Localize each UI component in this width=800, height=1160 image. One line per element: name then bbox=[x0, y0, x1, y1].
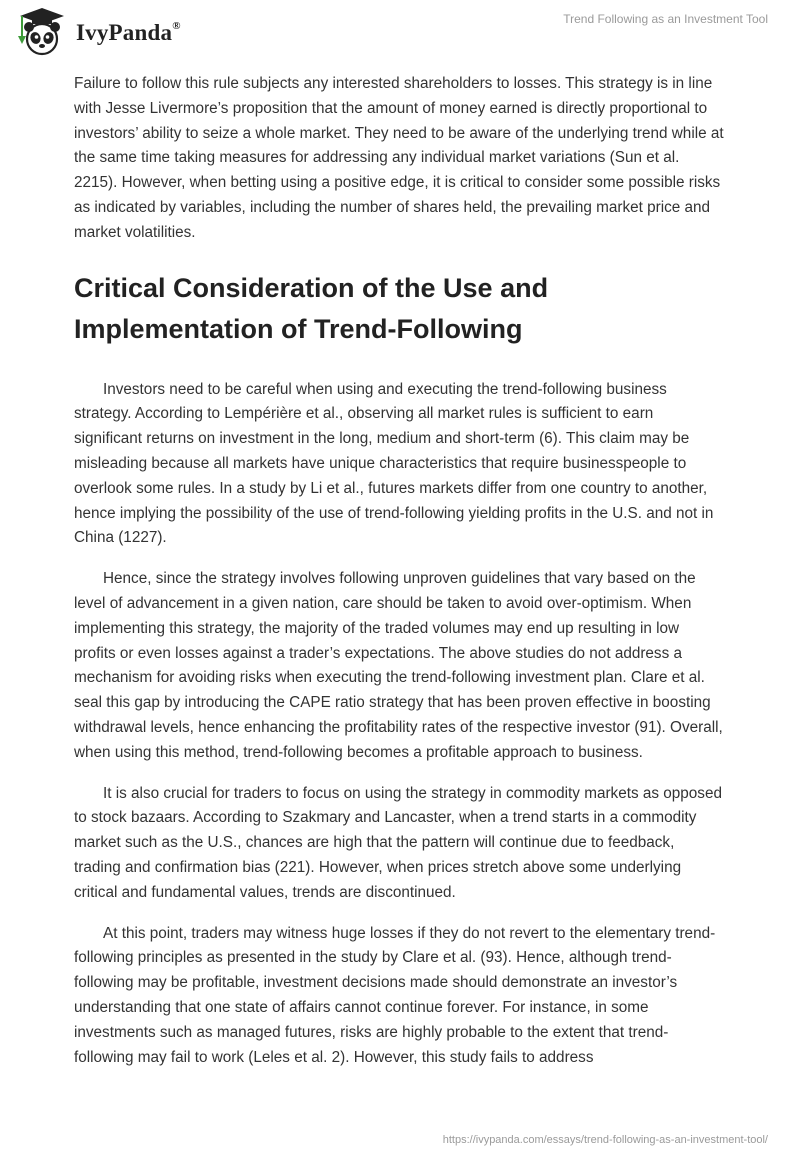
ivypanda-logo[interactable] bbox=[14, 6, 181, 58]
document-title: Trend Following as an Investment Tool bbox=[563, 12, 768, 26]
footer-url[interactable]: https://ivypanda.com/essays/trend-following-as-an-investment-tool/ bbox=[442, 1134, 768, 1146]
intro-paragraph: Failure to follow this rule subjects any interested shareholders to losses. This strategy is in line with Jesse Livermore’s proposition that the amount of money earned is directly proportional to investors’ ability to seize a whole market. They need to be aware of the underlying trend while at the same time taking measures for addressing any individual market variations (Sun et al. 2215). However, when betting using a positive edge, it is critical to consider some possible risks as indicated by variables, including the number of shares held, the prevailing market price and market volatilities. bbox=[74, 75, 724, 241]
registered-mark: ® bbox=[172, 20, 181, 33]
section-heading: Critical Consideration of the Use and Implementation of Trend-Following bbox=[74, 272, 549, 344]
page-header bbox=[0, 0, 800, 66]
body-paragraph: Hence, since the strategy involves following unproven guidelines that vary based on the level of advancement in a given nation, care should be taken to avoid over-optimism. When implementing this strategy, the majority of the traded volumes may end up resulting in low profits or even losses against a trader’s expectations. The above studies do not address a mechanism for avoiding risks when executing the trend-following investment plan. Clare et al. seal this gap by introducing the CAPE ratio strategy that has been proven effective in boosting withdrawal levels, hence enhancing the profitability rates of the respective investor (91). Overall, when using this method, trend-following becomes a profitable approach to business. bbox=[74, 570, 723, 761]
essay-content bbox=[74, 72, 724, 1086]
panda-logo-icon bbox=[14, 6, 70, 58]
body-paragraph: It is also crucial for traders to focus on using the strategy in commodity markets as opposed to stock bazaars. According to Szakmary and Lancaster, when a trend starts in a commodity market such as the U.S., chances are high that the pattern will continue due to feedback, trading and confirmation bias (221). However, when prices stretch above some underlying critical and fundamental values, trends are discontinued. bbox=[74, 784, 722, 901]
body-paragraph: At this point, traders may witness huge losses if they do not revert to the elementary trend-following principles as presented in the study by Clare et al. (93). Hence, although trend-following may be profitable, investment decisions made should demonstrate an investor’s understanding that one state of affairs cannot continue forever. For instance, in some investments such as managed futures, risks are highly probable to the extent that trend-following may fail to work (Leles et al. 2). However, this study fails to address bbox=[74, 924, 716, 1066]
brand-name: IvyPanda® bbox=[76, 20, 181, 45]
body-paragraph: Investors need to be careful when using and executing the trend-following business strategy. According to Lempérière et al., observing all market rules is sufficient to earn significant returns on investment in the long, medium and short-term (6). This claim may be misleading because all markets have unique characteristics that require businesspeople to overlook some rules. In a study by Li et al., futures markets differ from one country to another, hence implying the possibility of the use of trend-following yielding profits in the U.S. and not in China (1227). bbox=[74, 380, 714, 547]
